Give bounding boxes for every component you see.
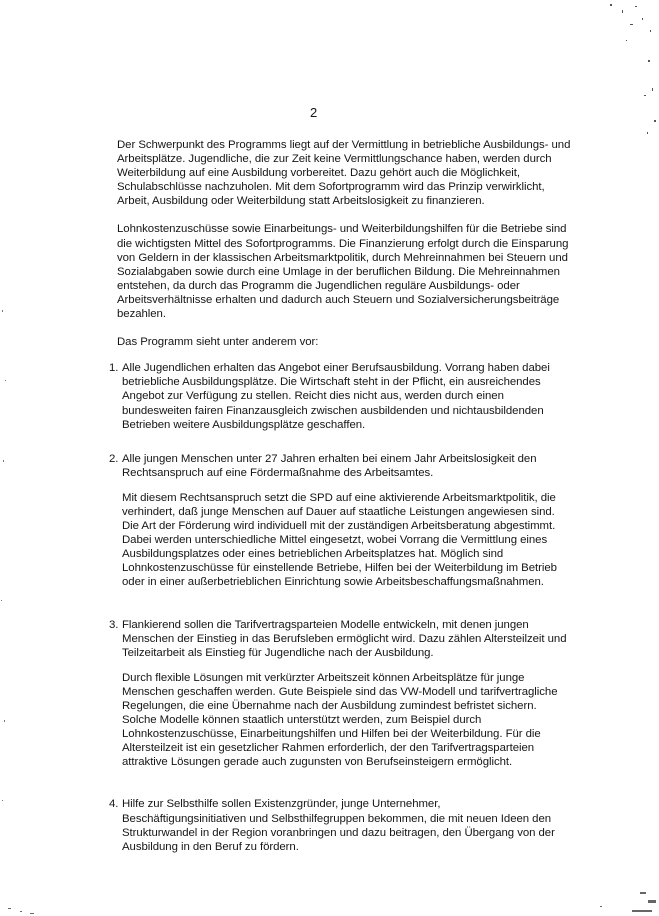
text-line: Teilzeitarbeit als Einstieg für Jugendliche nach der Ausbildung. xyxy=(122,646,434,659)
text-line: Angebot zur Verfügung zu stellen. Reicht dies nicht aus, werden durch einen xyxy=(122,390,504,403)
paragraph xyxy=(117,138,571,208)
text-line: Lohnkostenzuschüsse, Einarbeitungshilfen und Hilfen bei der Weiterbildung. Für die xyxy=(122,728,541,741)
text-line: bundesweiten fairen Finanzausgleich zwischen ausbildenden und nichtausbildenden xyxy=(122,404,544,417)
document-body xyxy=(109,138,571,874)
item-subparagraph xyxy=(122,671,565,770)
scan-noise-top-right xyxy=(590,0,659,150)
text-line: Altersteilzeit ist ein gesetzlicher Rahmen erforderlich, der den Tarifvertragsparteien xyxy=(122,742,535,755)
item-body xyxy=(117,797,565,853)
text-line: Rechtsanspruch auf eine Fördermaßnahme des Arbeitsamtes. xyxy=(122,466,434,479)
text-line: Mit diesem Rechtsanspruch setzt die SPD auf eine aktivierende Arbeitsmarktpolitik, die xyxy=(122,491,556,504)
text-line: Menschen der Einstieg in das Berufsleben ermöglicht wird. Dazu zählen Altersteilzeit und xyxy=(122,632,567,645)
text-line: Der Schwerpunkt des Programms liegt auf der Vermittlung in betriebliche Ausbildungs- und xyxy=(117,139,571,151)
text-line: Das Programm sieht unter anderem vor: xyxy=(117,336,319,349)
item-number: 1. xyxy=(109,362,119,375)
item-number: 3. xyxy=(109,618,119,631)
item-number: 4. xyxy=(109,798,119,811)
text-line: bezahlen. xyxy=(117,308,166,321)
text-line: oder in einer außerbetrieblichen Einrichtung sowie Arbeitsbeschaffungsmaßnahmen. xyxy=(122,576,544,589)
text-line: Regelungen, die eine Übernahme nach der Ausbildung zumindest befristet sichern. xyxy=(122,700,537,712)
text-line: Alle jungen Menschen unter 27 Jahren erhalten bei einem Jahr Arbeitslosigkeit den xyxy=(122,452,537,465)
paragraph xyxy=(117,222,569,321)
list-item xyxy=(109,618,567,770)
text-line: Arbeitsplätze. Jugendliche, die zur Zeit keine Vermittlungschance haben, werden durch xyxy=(117,153,552,166)
page-number: 2 xyxy=(310,105,318,120)
list-item xyxy=(109,797,565,853)
text-line: Die Art der Förderung wird individuell mit der zuständigen Arbeitsberatung abgestimmt. xyxy=(122,520,556,533)
text-line: Beschäftigungsinitiativen und Selbsthilfegruppen bekommen, die mit neuen Ideen den xyxy=(122,812,552,825)
text-line: Schulabschlüsse nachzuholen. Mit dem Sofortprogramm wird das Prinzip verwirklicht, xyxy=(117,181,545,194)
text-line: Flankierend sollen die Tarifvertragsparteien Modelle entwickeln, mit denen jungen xyxy=(122,618,529,631)
item-body xyxy=(117,452,565,590)
text-line: Arbeitsverhältnisse erhalten und dadurch auch Steuern und Sozialversicherungsbeiträge xyxy=(117,293,560,306)
text-line: Weiterbildung auf eine Ausbildung vorbereitet. Dazu gehört auch die Möglichkeit, xyxy=(117,167,520,180)
item-body xyxy=(117,618,565,770)
text-line: Lohnkostenzuschüsse sowie Einarbeitungs- und Weiterbildungshilfen für die Betriebe sind xyxy=(117,223,567,236)
text-line: Ausbildung in den Beruf zu fördern. xyxy=(122,840,299,853)
scan-noise-bottom xyxy=(0,880,659,916)
text-line: betriebliche Ausbildungsplätze. Die Wirtschaft steht in der Pflicht, ein ausreichendes xyxy=(122,376,541,389)
text-line: Solche Modelle können staatlich unterstützt werden, zum Beispiel durch xyxy=(122,714,482,727)
text-line: Sozialabgaben sowie durch eine Umlage in der beruflichen Bildung. Die Mehreinnahmen xyxy=(117,265,560,278)
text-line: Alle Jugendlichen erhalten das Angebot einer Berufsausbildung. Vorrang haben dabei xyxy=(122,362,550,375)
text-line: attraktive Lösungen gerade auch zugunsten von Berufseinsteigern ermöglicht. xyxy=(122,756,513,769)
text-line: Arbeit, Ausbildung oder Weiterbildung statt Arbeitslosigkeit zu finanzieren. xyxy=(117,195,485,208)
text-line: entstehen, da durch das Programm die Jugendlichen reguläre Ausbildungs- oder xyxy=(117,279,520,292)
text-line: Strukturwandel in der Region voranbringen und dazu beitragen, den Übergang von der xyxy=(122,826,555,839)
text-line: Lohnkostenzuschüsse für einstellende Betriebe, Hilfen bei der Weiterbildung im Betrieb xyxy=(122,562,557,575)
text-line: Durch flexible Lösungen mit verkürzter Arbeitszeit können Arbeitsplätze für junge xyxy=(122,671,525,684)
text-line: Hilfe zur Selbsthilfe sollen Existenzgründer, junge Unternehmer, xyxy=(122,798,441,811)
item-body xyxy=(117,361,565,431)
text-line: Ausbildungsplatzes oder eines betrieblichen Arbeitsplatzes hat. Möglich sind xyxy=(122,548,504,561)
list-item xyxy=(109,361,565,431)
text-line: Betrieben weitere Ausbildungsplätze geschaffen. xyxy=(122,418,366,431)
text-line: die wichtigsten Mittel des Sofortprogramms. Die Finanzierung erfolgt durch die Einsparung xyxy=(117,237,569,250)
text-line: verhindert, daß junge Menschen auf Dauer auf staatliche Leistungen angewiesen sind. xyxy=(122,505,555,518)
text-line: Dabei werden unterschiedliche Mittel eingesetzt, wobei Vorrang die Vermittlung eines xyxy=(122,534,548,547)
list-item xyxy=(109,452,565,590)
scan-noise-left xyxy=(0,300,12,820)
list-intro xyxy=(117,335,565,349)
text-line: Menschen geschaffen werden. Gute Beispiele sind das VW-Modell und tarifvertragliche xyxy=(122,685,558,698)
item-subparagraph xyxy=(122,491,565,590)
item-number: 2. xyxy=(109,452,119,465)
text-line: von Geldern in der klassischen Arbeitsmarktpolitik, durch Mehreinnahmen bei Steuern und xyxy=(117,251,568,264)
